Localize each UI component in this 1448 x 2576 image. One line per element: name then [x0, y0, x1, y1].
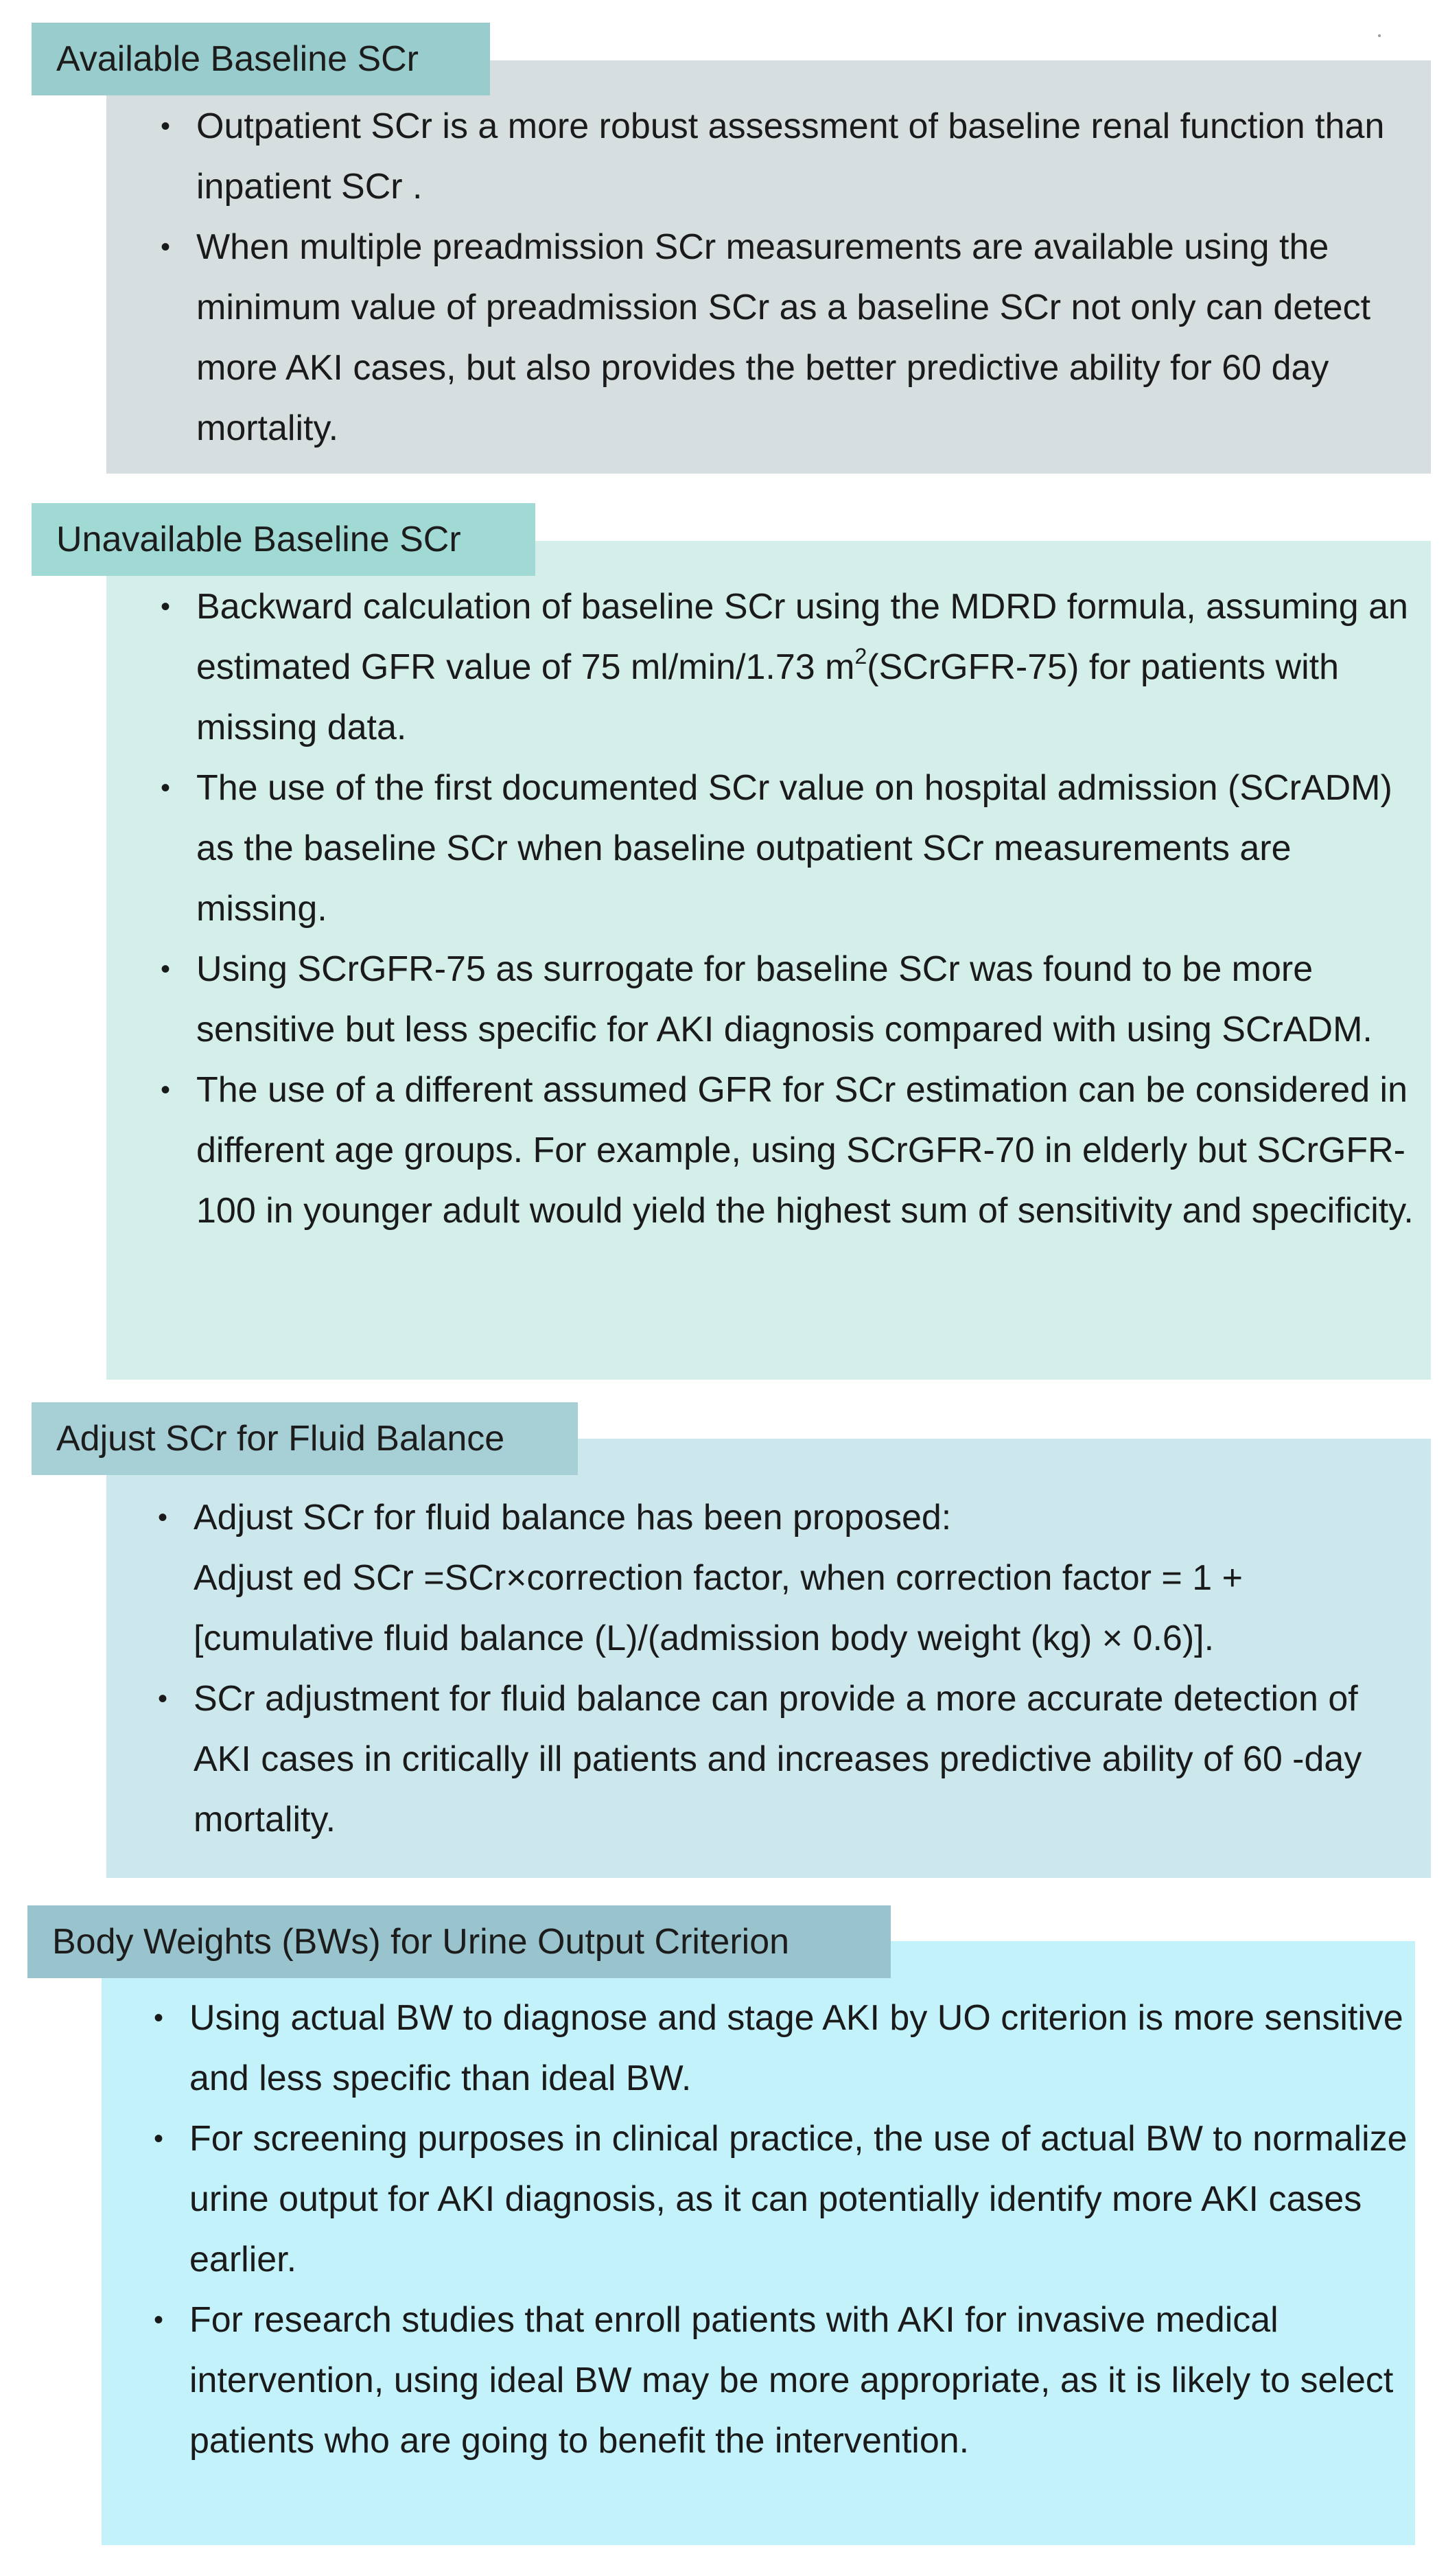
bullet-text: For screening purposes in clinical practice, the use of actual BW to normalize urine output for AKI diagnosis, as it can potentially identify more AKI cases earlier.: [189, 2119, 1408, 2279]
bullet-text: Using actual BW to diagnose and stage AKI by UO criterion is more sensitive and less specific than ideal BW.: [189, 1998, 1403, 2098]
bullet-text: Outpatient SCr is a more robust assessment of baseline renal function than inpatient SCr .: [196, 106, 1385, 207]
bullet-dot: •: [154, 2305, 164, 2335]
bullet-dot: •: [161, 111, 171, 141]
list-item: [158, 1669, 1422, 1850]
bullet-text: The use of a different assumed GFR for SCr estimation can be considered in different age groups. For example, using SCrGFR-70 in elderly but SCrGFR-100 in younger adult would yield the highest sum of sensitivity and specificity.: [196, 1070, 1414, 1231]
list-item: [158, 1487, 1422, 1669]
bullet-text: SCr adjustment for fluid balance can provide a more accurate detection of AKI cases in critically ill patients and increases predictive ability of 60 -day mortality.: [194, 1679, 1362, 1840]
bullet-list-available-baseline: [161, 96, 1390, 459]
list-item: [161, 96, 1390, 217]
list-item: [161, 758, 1418, 939]
list-item: [161, 1060, 1418, 1241]
bullet-dot: •: [161, 592, 171, 622]
list-item: [161, 577, 1418, 758]
list-item: [154, 1988, 1411, 2109]
bullet-text: For research studies that enroll patients with AKI for invasive medical intervention, using ideal BW may be more appropriate, as it is likely to select patients who are going to benefit the intervention.: [189, 2300, 1394, 2461]
bullet-dot: •: [158, 1502, 168, 1533]
bullet-dot: •: [161, 954, 171, 984]
bullet-dot: •: [154, 2124, 164, 2154]
superscript: 2: [854, 644, 867, 669]
corner-mark: [1378, 34, 1381, 37]
section-title-available-baseline: Available Baseline SCr: [32, 23, 490, 95]
bullet-list-fluid-balance: [158, 1487, 1422, 1850]
list-item: [161, 217, 1390, 459]
bullet-text-tail: (SCrGFR-75) for patients with missing data.: [196, 647, 1340, 747]
list-item: [154, 2109, 1411, 2290]
bullet-dot: •: [154, 2003, 164, 2033]
formula-text: Adjust ed SCr =SCr×correction factor, when correction factor = 1 + [cumulative fluid balance (L)/(admission body weight (kg) × 0.6)].: [194, 1558, 1243, 1658]
section-title-unavailable-baseline: Unavailable Baseline SCr: [32, 503, 535, 576]
bullet-text: Adjust SCr for fluid balance has been proposed:: [194, 1498, 952, 1538]
bullet-dot: •: [161, 1075, 171, 1105]
bullet-dot: •: [161, 232, 171, 262]
section-title-body-weights: Body Weights (BWs) for Urine Output Criterion: [27, 1905, 891, 1978]
bullet-list-body-weights: [154, 1988, 1411, 2471]
bullet-dot: •: [161, 773, 171, 803]
bullet-text: The use of the first documented SCr value on hospital admission (SCrADM) as the baseline SCr when baseline outpatient SCr measurements are missing.: [196, 768, 1392, 929]
section-title-fluid-balance: Adjust SCr for Fluid Balance: [32, 1402, 578, 1475]
list-item: [154, 2290, 1411, 2471]
bullet-text: [196, 577, 1418, 758]
bullet-list-unavailable-baseline: [161, 577, 1418, 1241]
bullet-text: Using SCrGFR-75 as surrogate for baseline SCr was found to be more sensitive but less specific for AKI diagnosis compared with using SCrADM.: [196, 949, 1373, 1049]
bullet-text: When multiple preadmission SCr measurements are available using the minimum value of preadmission SCr as a baseline SCr not only can detect more AKI cases, but also provides the better predictive ability for 60 day mortality.: [196, 227, 1371, 448]
list-item: [161, 939, 1418, 1060]
bullet-dot: •: [158, 1684, 168, 1714]
bullet-text-main: Backward calculation of baseline SCr using the MDRD formula, assuming an estimated GFR value of 75 ml/min/1.73 m: [196, 587, 1408, 687]
